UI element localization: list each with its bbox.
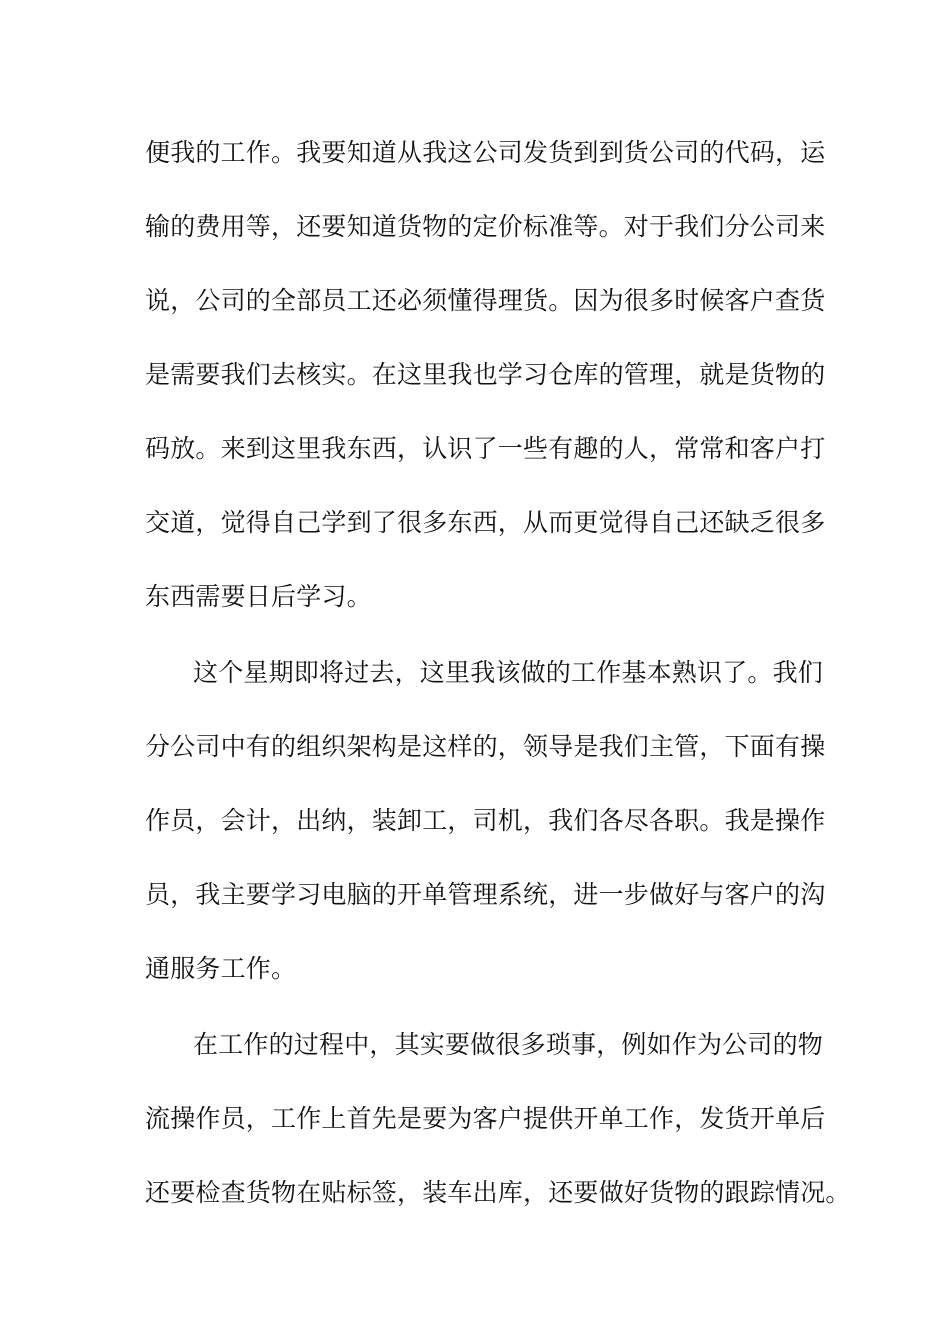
paragraph-3-line-2: 流操作员，工作上首先是要为客户提供开单工作，发货开单后: [145, 1104, 826, 1133]
paragraph-3-line-1: 在工作的过程中，其实要做很多琐事，例如作为公司的物: [193, 1030, 824, 1059]
paragraph-1-line-3: 说，公司的全部员工还必须懂得理货。因为很多时候客户查货: [145, 286, 826, 315]
paragraph-1-line-1: 便我的工作。我要知道从我这公司发货到到货公司的代码，运: [145, 138, 826, 167]
paragraph-2-line-2: 分公司中有的组织架构是这样的，领导是我们主管，下面有操: [145, 732, 826, 761]
paragraph-2-line-5: 通服务工作。: [145, 954, 297, 983]
paragraph-1-line-6: 交道，觉得自己学到了很多东西，从而更觉得自己还缺乏很多: [145, 508, 826, 537]
paragraph-1-line-4: 是需要我们去核实。在这里我也学习仓库的管理，就是货物的: [145, 360, 826, 389]
paragraph-2-line-4: 员，我主要学习电脑的开单管理系统，进一步做好与客户的沟: [145, 880, 826, 909]
paragraph-3-line-3: 还要检查货物在贴标签，装车出库，还要做好货物的跟踪情况。: [145, 1178, 851, 1207]
paragraph-2-line-3: 作员，会计，出纳，装卸工，司机，我们各尽各职。我是操作: [145, 806, 826, 835]
paragraph-2-line-1: 这个星期即将过去，这里我该做的工作基本熟识了。我们: [193, 658, 824, 687]
paragraph-1-line-7: 东西需要日后学习。: [145, 582, 372, 611]
paragraph-1-line-5: 码放。来到这里我东西，认识了一些有趣的人，常常和客户打: [145, 434, 826, 463]
paragraph-1-line-2: 输的费用等，还要知道货物的定价标准等。对于我们分公司来: [145, 212, 826, 241]
